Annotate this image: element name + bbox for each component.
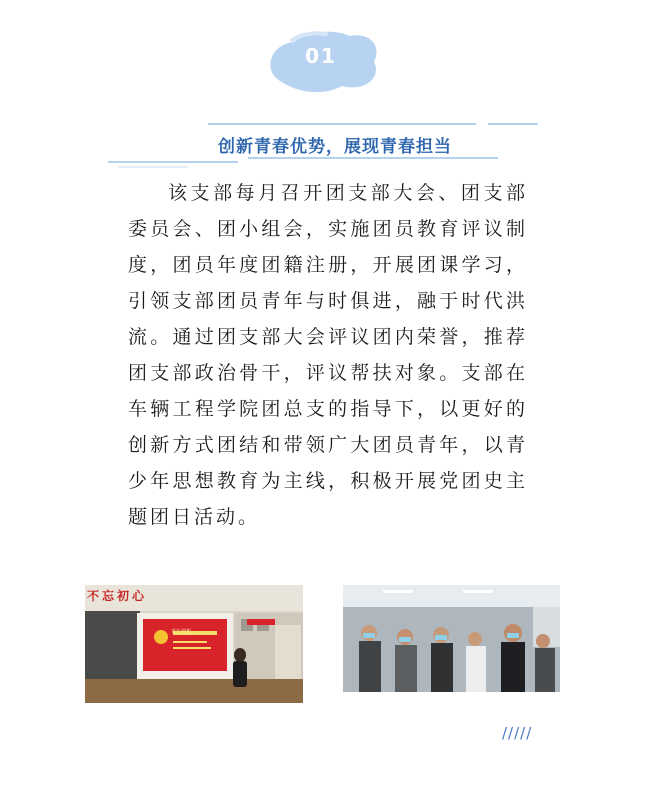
slide-text: 青年理想 xyxy=(171,629,192,635)
oath-scene xyxy=(343,585,560,692)
section-number: 01 xyxy=(305,44,337,68)
group-oath-photo xyxy=(343,585,560,692)
section-heading: 创新青春优势，展现青春担当 xyxy=(218,137,452,157)
banner-text: 不忘初心 xyxy=(87,589,148,603)
section-body-text: 该支部每月召开团支部大会、团支部委员会、团小组会，实施团员教育评议制度，团员年度团籍注册，开展团课学习，引领支部团员青年与时俱进，融于时代洪流。通过团支部大会评议团内荣誉，推荐团支部政治骨干，评议帮扶对象。支部在车辆工程学院团总支的指导下，以更好的创新方式团结和带领广大团员青年，以青少年思想教育为主线，积极开展党团史主题团日活动。 xyxy=(128,182,528,528)
section-number-badge xyxy=(262,26,380,96)
decorative-slashes: ///// xyxy=(502,724,533,742)
classroom-presentation-photo xyxy=(85,585,303,703)
